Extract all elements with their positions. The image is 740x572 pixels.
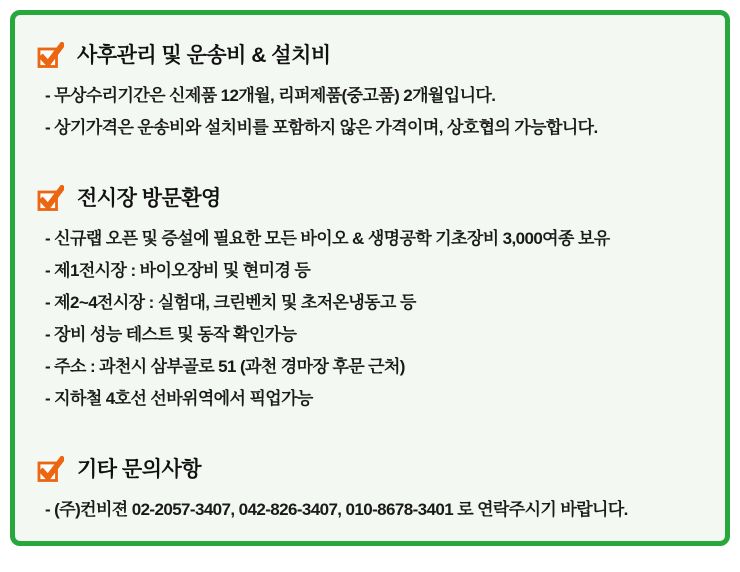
section-other-inquiries: [37, 456, 707, 526]
bullet-item: - (주)컨비젼 02-2057-3407, 042-826-3407, 010-8678-3401 로 연락주시기 바랍니다.: [45, 500, 628, 519]
section-header: [37, 185, 707, 212]
section-aftercare-shipping: [37, 42, 707, 144]
checked-checkbox-icon: [37, 185, 64, 212]
checked-checkbox-icon: [37, 42, 64, 69]
section-title: 기타 문의사항: [77, 458, 202, 481]
bullet-item: - 제2~4전시장 : 실험대, 크린벤치 및 초저온냉동고 등: [45, 293, 416, 312]
section-title: 사후관리 및 운송비 & 설치비: [77, 44, 331, 67]
bullet-list: [37, 80, 707, 144]
section-header: [37, 456, 707, 483]
bullet-list: [37, 223, 707, 415]
bullet-item: - 주소 : 과천시 삼부골로 51 (과천 경마장 후문 근처): [45, 357, 405, 376]
section-header: [37, 42, 707, 69]
bullet-item: - 지하철 4호선 선바위역에서 픽업가능: [45, 389, 313, 408]
section-title: 전시장 방문환영: [77, 187, 221, 210]
bullet-list: [37, 494, 707, 526]
notice-card: [10, 10, 730, 546]
bullet-item: - 신규랩 오픈 및 증설에 필요한 모든 바이오 & 생명공학 기초장비 3,000여종 보유: [45, 229, 610, 248]
bullet-item: - 장비 성능 테스트 및 동작 확인가능: [45, 325, 297, 344]
bullet-item: - 무상수리기간은 신제품 12개월, 리퍼제품(중고품) 2개월입니다.: [45, 86, 496, 105]
checked-checkbox-icon: [37, 456, 64, 483]
bullet-item: - 상기가격은 운송비와 설치비를 포함하지 않은 가격이며, 상호협의 가능합니다.: [45, 118, 598, 137]
bullet-item: - 제1전시장 : 바이오장비 및 현미경 등: [45, 261, 311, 280]
section-showroom-visit: [37, 185, 707, 415]
